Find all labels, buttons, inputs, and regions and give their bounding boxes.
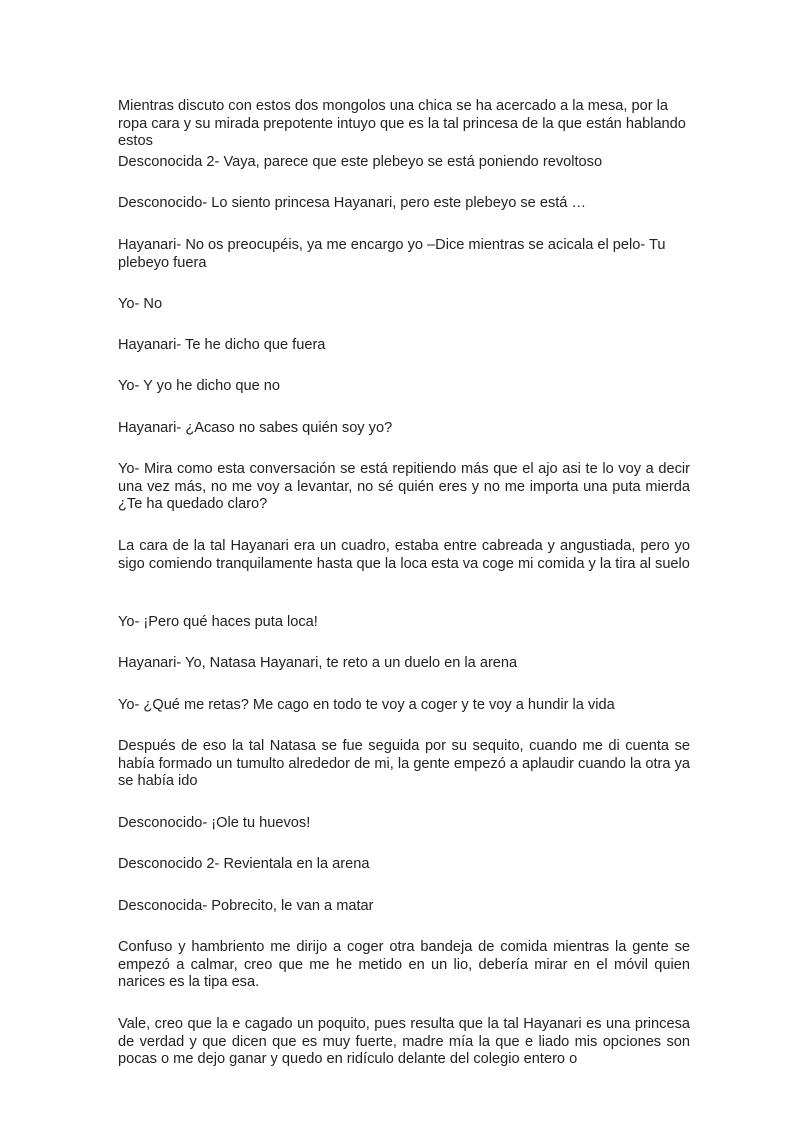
paragraph-dialogue-7: Hayanari- ¿Acaso no sabes quién soy yo? bbox=[118, 420, 393, 436]
paragraph-dialogue-8: Yo- Mira como esta conversación se está repitiendo más que el ajo asi te lo voy a decir una vez más, no me voy a levantar, no sé quién eres y no me importa una puta mierda ¿Te ha quedado claro? bbox=[118, 461, 690, 513]
paragraph-narration-3: Después de eso la tal Natasa se fue seguida por su sequito, cuando me di cuenta se había formado un tumulto alrededor de mi, la gente empezó a aplaudir cuando la otra ya se había ido bbox=[118, 738, 690, 790]
paragraph-dialogue-1: Desconocida 2- Vaya, parece que este plebeyo se está poniendo revoltoso bbox=[118, 154, 603, 170]
paragraph-dialogue-9: Yo- ¡Pero qué haces puta loca! bbox=[118, 614, 318, 630]
paragraph-dialogue-5: Hayanari- Te he dicho que fuera bbox=[118, 337, 326, 353]
paragraph-dialogue-6: Yo- Y yo he dicho que no bbox=[118, 378, 281, 394]
paragraph-dialogue-3: Hayanari- No os preocupéis, ya me encargo yo –Dice mientras se acicala el pelo- Tu plebeyo fuera bbox=[118, 237, 666, 271]
paragraph-dialogue-4: Yo- No bbox=[118, 296, 163, 312]
paragraph-narration-4: Confuso y hambriento me dirijo a coger otra bandeja de comida mientras la gente se empezó a calmar, creo que me he metido en un lio, debería mirar en el móvil quien narices es la tipa esa. bbox=[118, 939, 690, 991]
paragraph-dialogue-11: Yo- ¿Qué me retas? Me cago en todo te voy a coger y te voy a hundir la vida bbox=[118, 697, 615, 713]
paragraph-dialogue-12: Desconocido- ¡Ole tu huevos! bbox=[118, 815, 311, 831]
paragraph-dialogue-10: Hayanari- Yo, Natasa Hayanari, te reto a un duelo en la arena bbox=[118, 655, 518, 671]
paragraph-narration-5: Vale, creo que la e cagado un poquito, pues resulta que la tal Hayanari es una princesa de verdad y que dicen que es muy fuerte, madre mía la que e liado mis opciones son pocas o me dejo ganar y quedo en ridículo delante del colegio entero o bbox=[118, 1016, 690, 1068]
paragraph-dialogue-14: Desconocida- Pobrecito, le van a matar bbox=[118, 898, 374, 914]
paragraph-narration-1: Mientras discuto con estos dos mongolos una chica se ha acercado a la mesa, por la ropa cara y su mirada prepotente intuyo que es la tal princesa de la que están hablando estos bbox=[118, 98, 686, 150]
paragraph-narration-2: La cara de la tal Hayanari era un cuadro, estaba entre cabreada y angustiada, pero yo sigo comiendo tranquilamente hasta que la loca esta va coge mi comida y la tira al suelo bbox=[118, 538, 690, 572]
paragraph-dialogue-2: Desconocido- Lo siento princesa Hayanari, pero este plebeyo se está … bbox=[118, 195, 587, 211]
paragraph-dialogue-13: Desconocido 2- Revientala en la arena bbox=[118, 856, 370, 872]
